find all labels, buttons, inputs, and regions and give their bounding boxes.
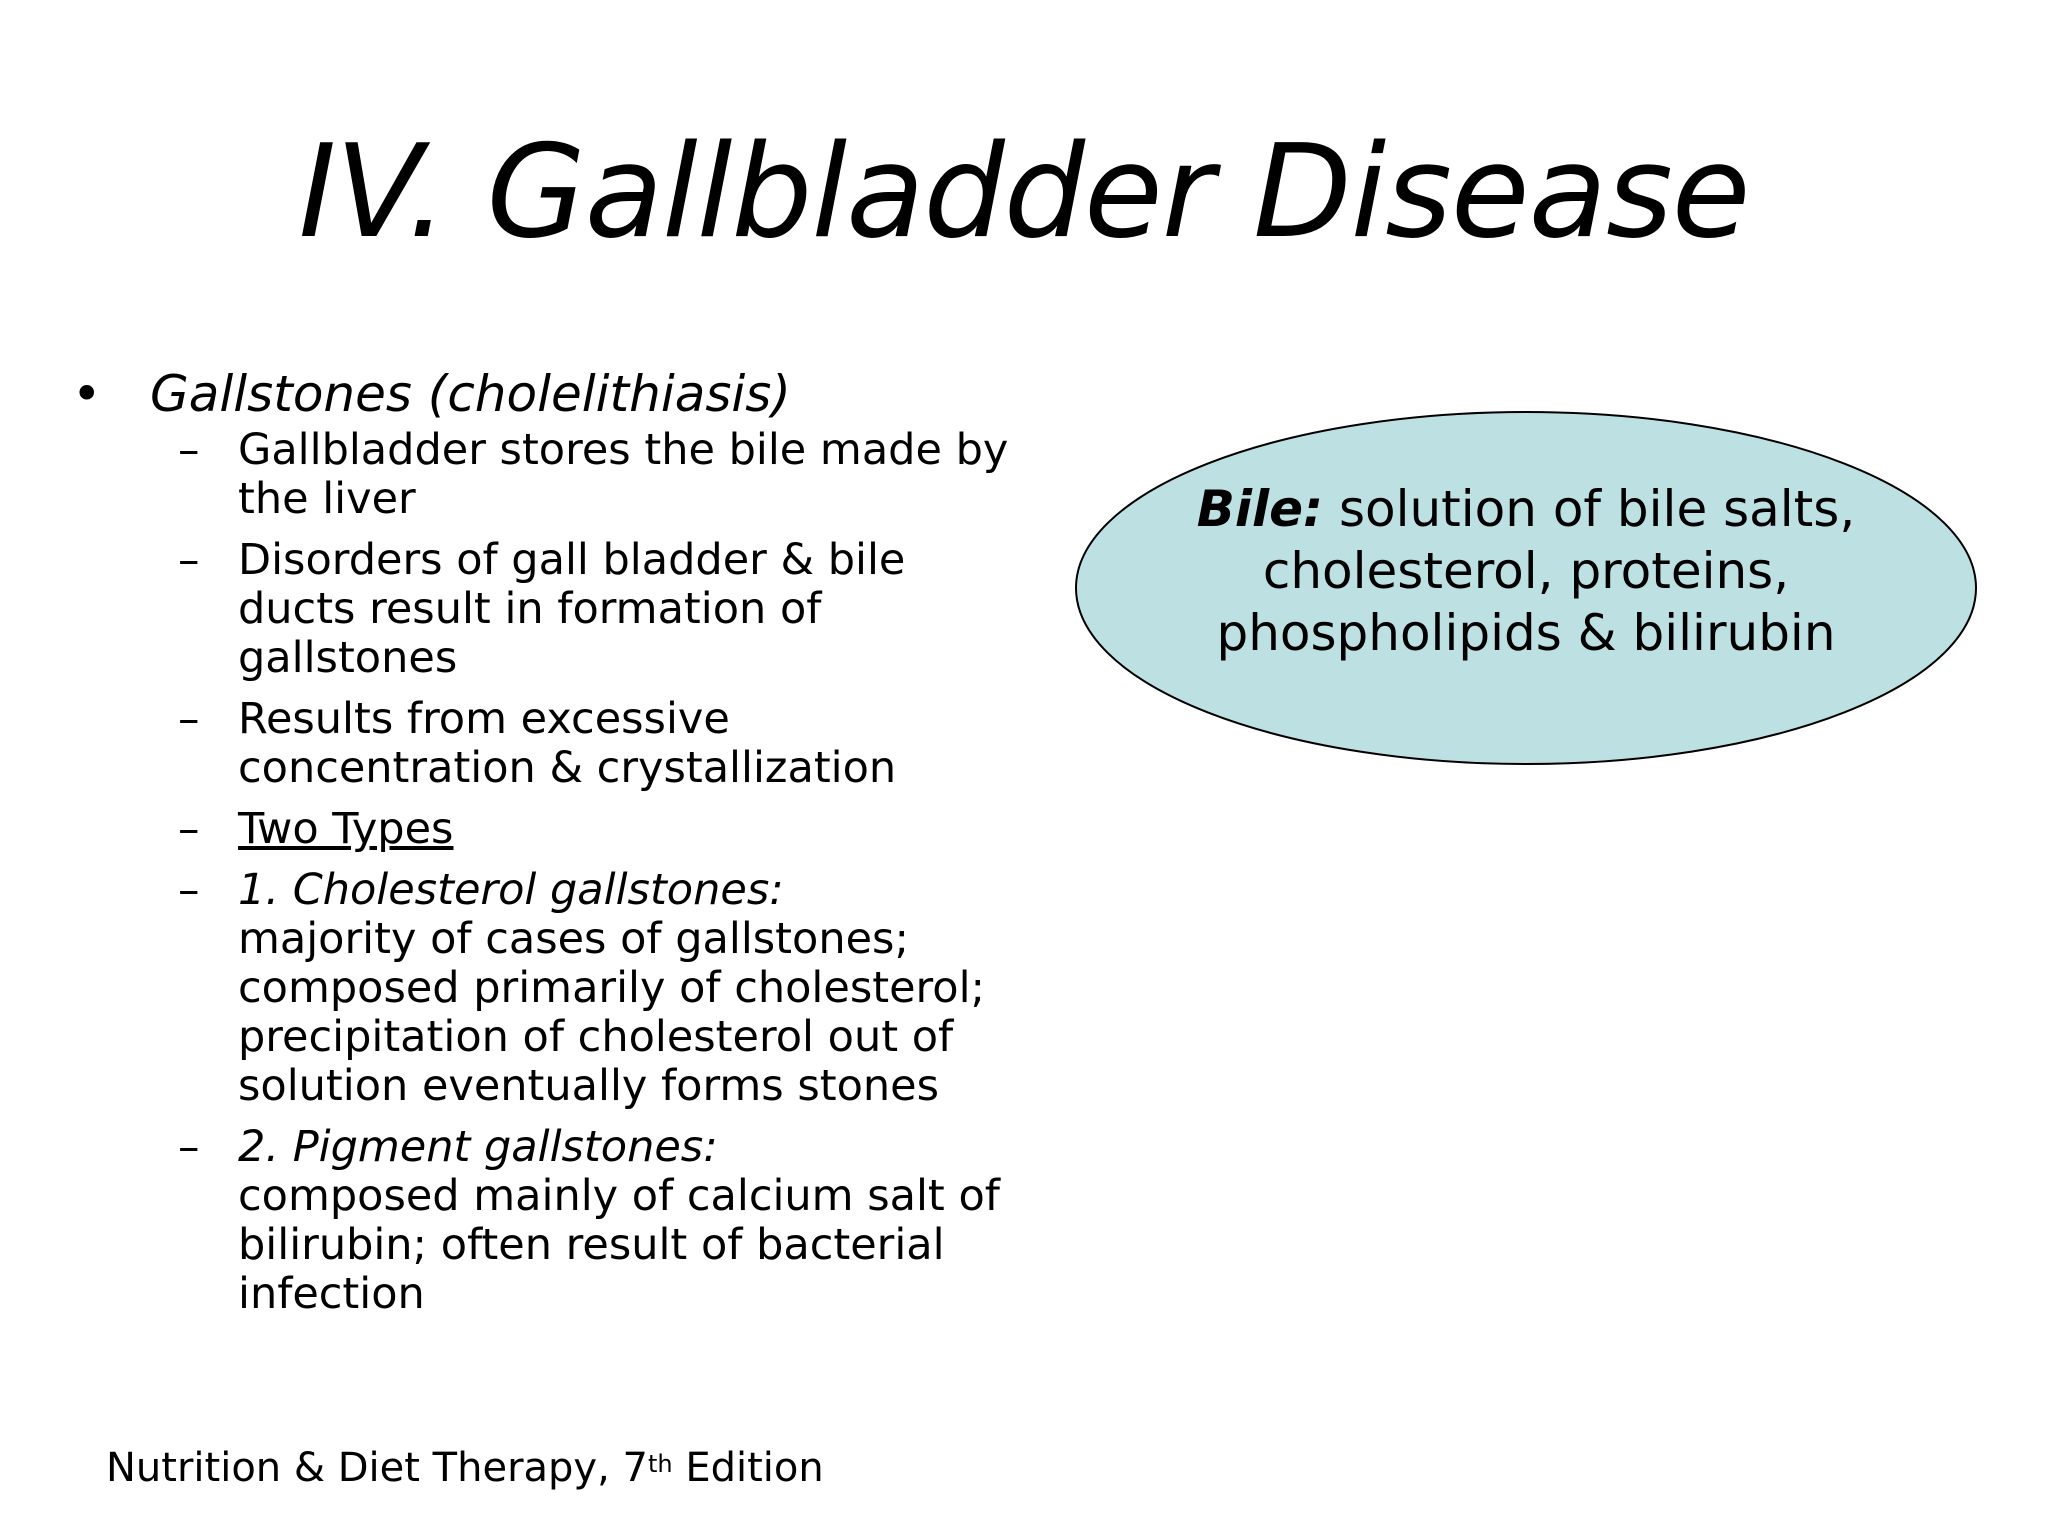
sub-item-text: Results from excessive concentration & crystallization — [238, 694, 897, 793]
dash-icon: – — [178, 804, 200, 854]
sub-item-text: Two Types — [238, 804, 454, 854]
bile-callout — [1074, 410, 1978, 766]
sub-item-text: Gallbladder stores the bile made by the liver — [238, 425, 1009, 524]
sub-item-storage — [72, 426, 1032, 524]
slide-content — [72, 366, 1032, 1331]
callout-term: Bile: — [1196, 480, 1324, 538]
slide-title: IV. Gallbladder Disease — [298, 118, 1750, 267]
bullet-icon: • — [72, 365, 102, 423]
sub-item-lead: 2. Pigment gallstones: — [238, 1122, 718, 1172]
sub-item-two-types — [72, 805, 1032, 854]
dash-icon: – — [178, 694, 200, 744]
sub-item-pigment-gallstones — [72, 1123, 1032, 1319]
main-bullet-text: Gallstones (cholelithiasis) — [150, 365, 791, 423]
main-bullet — [72, 366, 1032, 422]
dash-icon: – — [178, 425, 200, 475]
footer-edition: Edition — [672, 1445, 824, 1491]
dash-icon: – — [178, 535, 200, 585]
dash-icon: – — [178, 1122, 200, 1172]
footer-superscript: th — [647, 1450, 673, 1478]
sub-item-text: Disorders of gall bladder & bile ducts result in formation of gallstones — [238, 535, 906, 683]
callout-text — [1164, 478, 1888, 664]
slide-footer — [106, 1444, 824, 1492]
sub-item-text: majority of cases of gallstones; composed primarily of cholesterol; precipitation of cholesterol out of solution eventually forms stones — [238, 914, 986, 1111]
sub-item-cholesterol-gallstones — [72, 866, 1032, 1111]
dash-icon: – — [178, 865, 200, 915]
sub-item-text: composed mainly of calcium salt of bilirubin; often result of bacterial infection — [238, 1171, 1000, 1319]
footer-text: Nutrition & Diet Therapy, 7 — [106, 1445, 648, 1491]
sub-list — [72, 426, 1032, 1319]
sub-item-lead: 1. Cholesterol gallstones: — [238, 865, 784, 915]
sub-item-disorders — [72, 536, 1032, 683]
sub-item-causes — [72, 695, 1032, 793]
callout-definition: solution of bile salts, cholesterol, proteins, phospholipids & bilirubin — [1216, 480, 1856, 662]
